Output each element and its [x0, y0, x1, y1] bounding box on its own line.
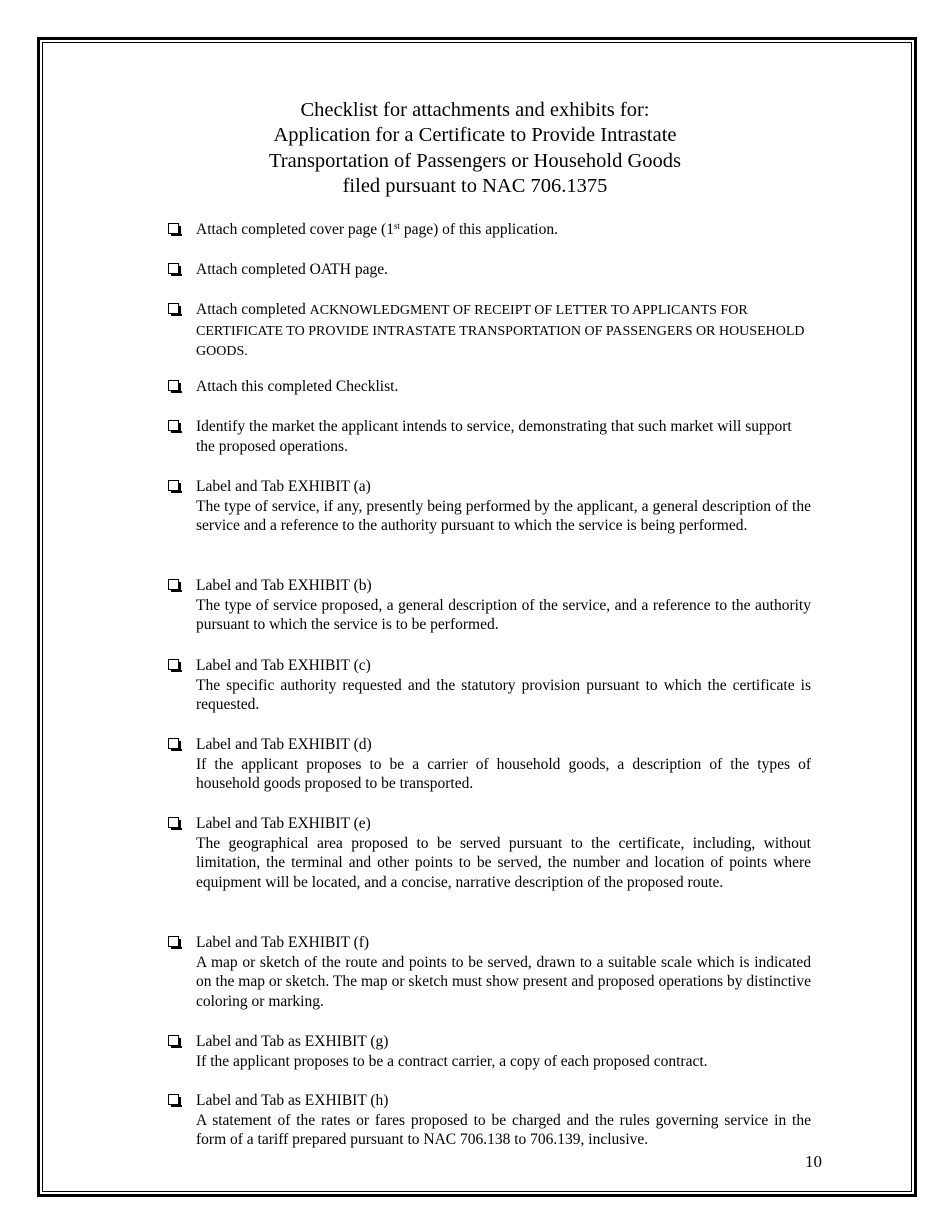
checkbox[interactable] — [168, 936, 179, 947]
checklist-item-completed-checklist — [168, 377, 811, 397]
title-line: Transportation of Passengers or Household Goods — [268, 149, 682, 172]
exhibit-label: Label and Tab EXHIBIT (e) — [196, 815, 371, 832]
checkbox[interactable] — [168, 1094, 179, 1105]
exhibit-description: The type of service proposed, a general description of the service, and a reference to the authority pursuant to which the service is to be performed. — [196, 596, 811, 634]
checklist-item-text: Attach completed cover page (1st page) of this application. — [196, 221, 558, 238]
checkbox[interactable] — [168, 263, 179, 274]
checklist-item-exhibit-e — [168, 814, 811, 893]
checkbox[interactable] — [168, 380, 179, 391]
title-line: filed pursuant to NAC 706.1375 — [342, 174, 608, 197]
title-line: Checklist for attachments and exhibits for: — [300, 99, 650, 121]
exhibit-label: Label and Tab as EXHIBIT (h) — [196, 1092, 389, 1109]
checklist-item-text: Attach this completed Checklist. — [196, 378, 399, 395]
checkbox[interactable] — [168, 420, 179, 431]
exhibit-description: If the applicant proposes to be a carrier of household goods, a description of the types of household goods proposed to be transported. — [196, 755, 811, 793]
checklist-item-text: Attach completed ACKNOWLEDGMENT OF RECEIPT OF LETTER TO APPLICANTS FOR CERTIFICATE TO PROVIDE INTRASTATE TRANSPORTATION OF PASSENGERS OR HOUSEHOLD GOODS. — [196, 301, 805, 360]
exhibit-label: Label and Tab EXHIBIT (a) — [196, 478, 371, 495]
checkbox[interactable] — [168, 223, 179, 234]
checklist-item-market — [168, 417, 811, 456]
checkbox[interactable] — [168, 303, 179, 314]
page-number: 10 — [805, 1152, 822, 1171]
checklist-item-exhibit-b — [168, 576, 811, 635]
exhibit-label: Label and Tab as EXHIBIT (g) — [196, 1033, 389, 1050]
exhibit-label: Label and Tab EXHIBIT (f) — [196, 934, 370, 951]
exhibit-description: If the applicant proposes to be a contract carrier, a copy of each proposed contract. — [196, 1052, 708, 1070]
checklist-item-text: Identify the market the applicant intends to service, demonstrating that such market will support the proposed operations. — [196, 418, 792, 455]
checkbox[interactable] — [168, 738, 179, 749]
checklist-item-exhibit-d — [168, 735, 811, 794]
exhibit-description: A statement of the rates or fares proposed to be charged and the rules governing service in the form of a tariff prepared pursuant to NAC 706.138 to 706.139, inclusive. — [196, 1111, 811, 1149]
checklist-item-exhibit-f — [168, 933, 811, 1012]
checkbox[interactable] — [168, 817, 179, 828]
checklist-item-oath-page — [168, 260, 811, 280]
checklist-item-exhibit-c — [168, 656, 811, 715]
exhibit-label: Label and Tab EXHIBIT (c) — [196, 657, 371, 674]
exhibit-label: Label and Tab EXHIBIT (b) — [196, 577, 372, 594]
checkbox[interactable] — [168, 480, 179, 491]
exhibit-description: The specific authority requested and the statutory provision pursuant to which the certificate is requested. — [196, 676, 811, 714]
exhibit-description: The geographical area proposed to be served pursuant to the certificate, including, without limitation, the terminal and other points to be served, the number and location of points where equipment will be located, and a concise, narrative description of the proposed route. — [196, 834, 811, 892]
checklist-item-exhibit-a — [168, 477, 811, 536]
exhibit-description: A map or sketch of the route and points to be served, drawn to a suitable scale which is indicated on the map or sketch. The map or sketch must show present and proposed operations by distinctive coloring or marking. — [196, 953, 811, 1011]
page-title — [100, 98, 850, 199]
checklist-item-text: Attach completed OATH page. — [196, 261, 388, 278]
exhibit-description: The type of service, if any, presently being performed by the applicant, a general description of the service and a reference to the authority pursuant to which the service is being performed. — [196, 497, 811, 535]
checklist-item-exhibit-h — [168, 1091, 811, 1150]
checkbox[interactable] — [168, 579, 179, 590]
title-line: Application for a Certificate to Provide Intrastate — [273, 124, 677, 147]
checkbox[interactable] — [168, 659, 179, 670]
checklist-item-exhibit-g — [168, 1032, 811, 1071]
exhibit-label: Label and Tab EXHIBIT (d) — [196, 736, 372, 753]
checklist-item-acknowledgment — [168, 300, 811, 362]
checkbox[interactable] — [168, 1035, 179, 1046]
checklist-item-cover-page — [168, 220, 811, 240]
